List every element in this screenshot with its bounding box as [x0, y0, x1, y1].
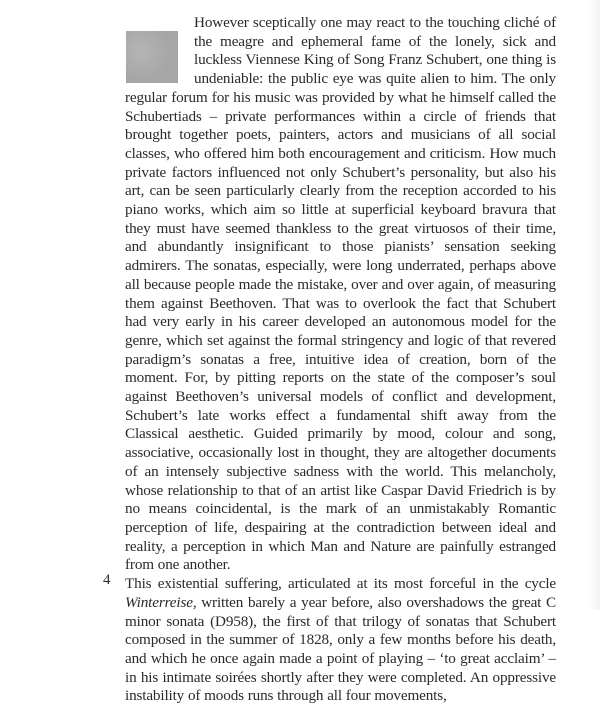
body-text — [125, 14, 556, 706]
image-float-spacer — [125, 14, 194, 86]
paragraph-2-start: This existential suffering, articulated at its most forceful in the cycle — [125, 575, 556, 593]
paragraph-2 — [125, 575, 556, 706]
paragraph-1: However sceptically one may react to the touching cliché of the meagre and ephemeral fame of the lonely, sick and luckless Viennese King of Song Franz Schubert, one thing is undeniable: the public eye was quite alien to him. The only regular forum for his music was provided by what he himself called the Schubertiads – private performances within a circle of friends that brought together poets, painters, actors and musicians of all social classes, who offered him both encouragement and criticism. How much private factors influenced not only Schubert’s personality, but also his art, can be seen particularly clearly from the reception accorded to his piano works, which aim so little at superficial keyboard bravura that they must have seemed thankless to the great virtuosos of their time, and abundantly insignificant to those pianists’ sensation seeking admirers. The sonatas, especially, were long underrated, perhaps above all because people made the mistake, over and over again, of measuring them against Beethoven. That was to overlook the fact that Schubert had very early in his career developed an autonomous model for the genre, which set against the formal stringency and logic of that revered paradigm’s sonatas a free, intuitive idea of creation, born of the moment. For, by pitting reports on the state of the composer’s soul against Beethoven’s universal models of conflict and development, Schubert’s late works effect a fundamental shift away from the Classical aesthetic. Guided primarily by mood, colour and song, associative, occasionally lost in thought, they are altogether documents of an intensely subjective sadness with the world. This melancholy, whose relationship to that of an artist like Caspar David Friedrich is by no means coincidental, is the mark of an unmistakably Romantic perception of life, despairing at the contradiction between ideal and reality, a perception in which Man and Nature are painfully estranged from one another. — [125, 14, 556, 574]
paragraph-2-rest: , written barely a year before, also overshadows the great C minor sonata (D958), the first of that trilogy of sonatas that Schubert composed in the summer of 1828, only a few months before his death, and which he once again made a point of playing – ‘to great acclaim’ – in his intimate soirées shortly after they were completed. An oppressive instability of moods runs through all four movements, — [125, 593, 556, 705]
page-number: 4 — [103, 572, 111, 588]
page-edge-shadow — [588, 0, 600, 610]
work-title-winterreise: Winterreise — [125, 593, 193, 611]
